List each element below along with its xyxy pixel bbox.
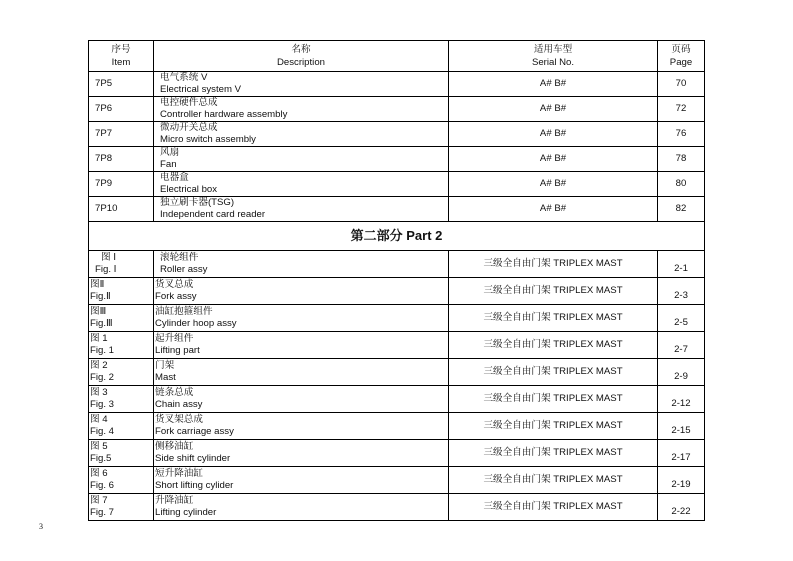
description-zh: 门架 bbox=[155, 360, 175, 371]
description-zh: 短升降油缸 bbox=[155, 468, 203, 479]
description-cell bbox=[154, 494, 449, 521]
section-row bbox=[89, 222, 705, 251]
item-en: Fig.Ⅱ bbox=[90, 291, 111, 302]
page-cell: 2-22 bbox=[658, 494, 705, 521]
description-en: Controller hardware assembly bbox=[160, 109, 288, 120]
description-en: Fork assy bbox=[155, 291, 197, 302]
table-row bbox=[89, 122, 705, 147]
description-en: Fork carriage assy bbox=[155, 426, 234, 437]
description-cell bbox=[154, 122, 449, 147]
description-zh: 起升组件 bbox=[155, 333, 194, 344]
table-row bbox=[89, 332, 705, 359]
serial-cell: 三级全自由门架 TRIPLEX MAST bbox=[449, 359, 658, 386]
description-cell bbox=[154, 251, 449, 278]
description-zh: 货叉架总成 bbox=[155, 414, 203, 425]
serial-cell: A# B# bbox=[449, 197, 658, 222]
description-cell bbox=[154, 97, 449, 122]
item-zh: 图 6 bbox=[90, 468, 108, 479]
description-cell bbox=[154, 72, 449, 97]
header-row bbox=[89, 41, 705, 72]
description-zh: 独立刷卡器(TSG) bbox=[160, 197, 235, 208]
description-cell bbox=[154, 172, 449, 197]
description-en: Independent card reader bbox=[160, 209, 266, 220]
item-cell bbox=[89, 494, 154, 521]
item-cell: 7P10 bbox=[89, 197, 154, 222]
serial-cell: A# B# bbox=[449, 97, 658, 122]
serial-cell: A# B# bbox=[449, 72, 658, 97]
table-row bbox=[89, 147, 705, 172]
page-cell: 2-15 bbox=[658, 413, 705, 440]
item-en: Fig. Ⅰ bbox=[95, 264, 117, 275]
description-en: Electrical box bbox=[160, 184, 218, 195]
table-row bbox=[89, 440, 705, 467]
item-cell: 7P5 bbox=[89, 72, 154, 97]
header-page bbox=[658, 41, 705, 72]
serial-cell: 三级全自由门架 TRIPLEX MAST bbox=[449, 305, 658, 332]
item-en: Fig.Ⅲ bbox=[90, 318, 113, 329]
description-zh: 电气系统 V bbox=[160, 72, 208, 83]
page-cell: 2-5 bbox=[658, 305, 705, 332]
item-en: Fig. 1 bbox=[90, 345, 114, 356]
item-en: Fig. 7 bbox=[90, 507, 114, 518]
header-page-zh: 页码 bbox=[671, 44, 691, 55]
page-cell: 76 bbox=[658, 122, 705, 147]
item-cell bbox=[89, 251, 154, 278]
item-cell bbox=[89, 413, 154, 440]
item-en: Fig.5 bbox=[90, 453, 112, 464]
serial-cell: 三级全自由门架 TRIPLEX MAST bbox=[449, 386, 658, 413]
item-zh: 图 2 bbox=[90, 360, 108, 371]
table-row bbox=[89, 305, 705, 332]
item-cell bbox=[89, 278, 154, 305]
description-en: Lifting cylinder bbox=[155, 507, 217, 518]
item-zh: 图Ⅲ bbox=[90, 306, 107, 317]
table-row bbox=[89, 386, 705, 413]
serial-cell: 三级全自由门架 TRIPLEX MAST bbox=[449, 440, 658, 467]
page-cell: 80 bbox=[658, 172, 705, 197]
header-serial bbox=[449, 41, 658, 72]
description-zh: 风扇 bbox=[160, 147, 180, 158]
item-zh: 图 1 bbox=[90, 333, 108, 344]
table-row bbox=[89, 467, 705, 494]
table-row bbox=[89, 172, 705, 197]
description-cell bbox=[154, 386, 449, 413]
description-zh: 电控硬件总成 bbox=[160, 97, 218, 108]
description-en: Lifting part bbox=[155, 345, 200, 356]
serial-cell: 三级全自由门架 TRIPLEX MAST bbox=[449, 251, 658, 278]
table-row bbox=[89, 72, 705, 97]
description-en: Chain assy bbox=[155, 399, 203, 410]
description-cell bbox=[154, 359, 449, 386]
header-item bbox=[89, 41, 154, 72]
item-en: Fig. 2 bbox=[90, 372, 114, 383]
serial-cell: A# B# bbox=[449, 147, 658, 172]
header-serial-en: Serial No. bbox=[531, 57, 575, 68]
page-cell: 2-17 bbox=[658, 440, 705, 467]
item-cell bbox=[89, 305, 154, 332]
serial-cell: 三级全自由门架 TRIPLEX MAST bbox=[449, 332, 658, 359]
page-cell: 70 bbox=[658, 72, 705, 97]
description-en: Roller assy bbox=[160, 264, 208, 275]
description-cell bbox=[154, 440, 449, 467]
description-cell bbox=[154, 467, 449, 494]
header-desc-zh: 名称 bbox=[291, 44, 311, 55]
description-cell bbox=[154, 147, 449, 172]
table-row bbox=[89, 97, 705, 122]
header-description bbox=[154, 41, 449, 72]
description-zh: 侧移油缸 bbox=[155, 441, 194, 452]
table-row bbox=[89, 278, 705, 305]
description-cell bbox=[154, 413, 449, 440]
serial-cell: 三级全自由门架 TRIPLEX MAST bbox=[449, 467, 658, 494]
item-cell bbox=[89, 467, 154, 494]
item-cell bbox=[89, 386, 154, 413]
item-en: Fig. 4 bbox=[90, 426, 114, 437]
table-row bbox=[89, 251, 705, 278]
item-zh: 图 3 bbox=[90, 387, 108, 398]
page-cell: 2-19 bbox=[658, 467, 705, 494]
description-cell bbox=[154, 278, 449, 305]
contents-table bbox=[88, 40, 705, 521]
item-cell: 7P6 bbox=[89, 97, 154, 122]
table-row bbox=[89, 197, 705, 222]
header-page-en: Page bbox=[669, 57, 693, 68]
description-zh: 电器盒 bbox=[160, 172, 189, 183]
description-en: Micro switch assembly bbox=[160, 134, 256, 145]
header-item-en: Item bbox=[111, 57, 131, 68]
item-zh: 图Ⅱ bbox=[90, 279, 105, 290]
page-cell: 2-1 bbox=[658, 251, 705, 278]
item-cell: 7P7 bbox=[89, 122, 154, 147]
page-cell: 82 bbox=[658, 197, 705, 222]
serial-cell: 三级全自由门架 TRIPLEX MAST bbox=[449, 413, 658, 440]
item-cell: 7P8 bbox=[89, 147, 154, 172]
item-zh: 图 Ⅰ bbox=[101, 252, 117, 263]
description-cell bbox=[154, 197, 449, 222]
page-number: 3 bbox=[39, 522, 43, 531]
item-en: Fig. 6 bbox=[90, 480, 114, 491]
description-en: Fan bbox=[160, 159, 177, 170]
description-en: Electrical system V bbox=[160, 84, 242, 95]
page-cell: 72 bbox=[658, 97, 705, 122]
page-cell: 2-3 bbox=[658, 278, 705, 305]
description-zh: 升降油缸 bbox=[155, 495, 194, 506]
item-cell bbox=[89, 332, 154, 359]
page-cell: 78 bbox=[658, 147, 705, 172]
item-cell bbox=[89, 440, 154, 467]
item-cell: 7P9 bbox=[89, 172, 154, 197]
description-en: Short lifting cylider bbox=[155, 480, 234, 491]
description-cell bbox=[154, 305, 449, 332]
description-cell bbox=[154, 332, 449, 359]
page-cell: 2-9 bbox=[658, 359, 705, 386]
table-row bbox=[89, 494, 705, 521]
header-item-zh: 序号 bbox=[111, 44, 131, 55]
description-en: Mast bbox=[155, 372, 176, 383]
item-en: Fig. 3 bbox=[90, 399, 114, 410]
serial-cell: A# B# bbox=[449, 172, 658, 197]
serial-cell: 三级全自由门架 TRIPLEX MAST bbox=[449, 494, 658, 521]
description-zh: 滚轮组件 bbox=[160, 252, 199, 263]
table-row bbox=[89, 359, 705, 386]
table-row bbox=[89, 413, 705, 440]
description-en: Cylinder hoop assy bbox=[155, 318, 237, 329]
section-title: 第二部分 Part 2 bbox=[89, 222, 705, 251]
header-serial-zh: 适用车型 bbox=[533, 44, 573, 55]
item-zh: 图 5 bbox=[90, 441, 108, 452]
serial-cell: 三级全自由门架 TRIPLEX MAST bbox=[449, 278, 658, 305]
item-zh: 图 7 bbox=[90, 495, 108, 506]
description-zh: 微动开关总成 bbox=[160, 122, 218, 133]
description-zh: 油缸抱箍组件 bbox=[155, 306, 213, 317]
page-cell: 2-7 bbox=[658, 332, 705, 359]
item-zh: 图 4 bbox=[90, 414, 108, 425]
serial-cell: A# B# bbox=[449, 122, 658, 147]
description-zh: 链条总成 bbox=[155, 387, 194, 398]
header-desc-en: Description bbox=[277, 57, 325, 68]
description-zh: 货叉总成 bbox=[155, 279, 194, 290]
page-cell: 2-12 bbox=[658, 386, 705, 413]
item-cell bbox=[89, 359, 154, 386]
description-en: Side shift cylinder bbox=[155, 453, 231, 464]
